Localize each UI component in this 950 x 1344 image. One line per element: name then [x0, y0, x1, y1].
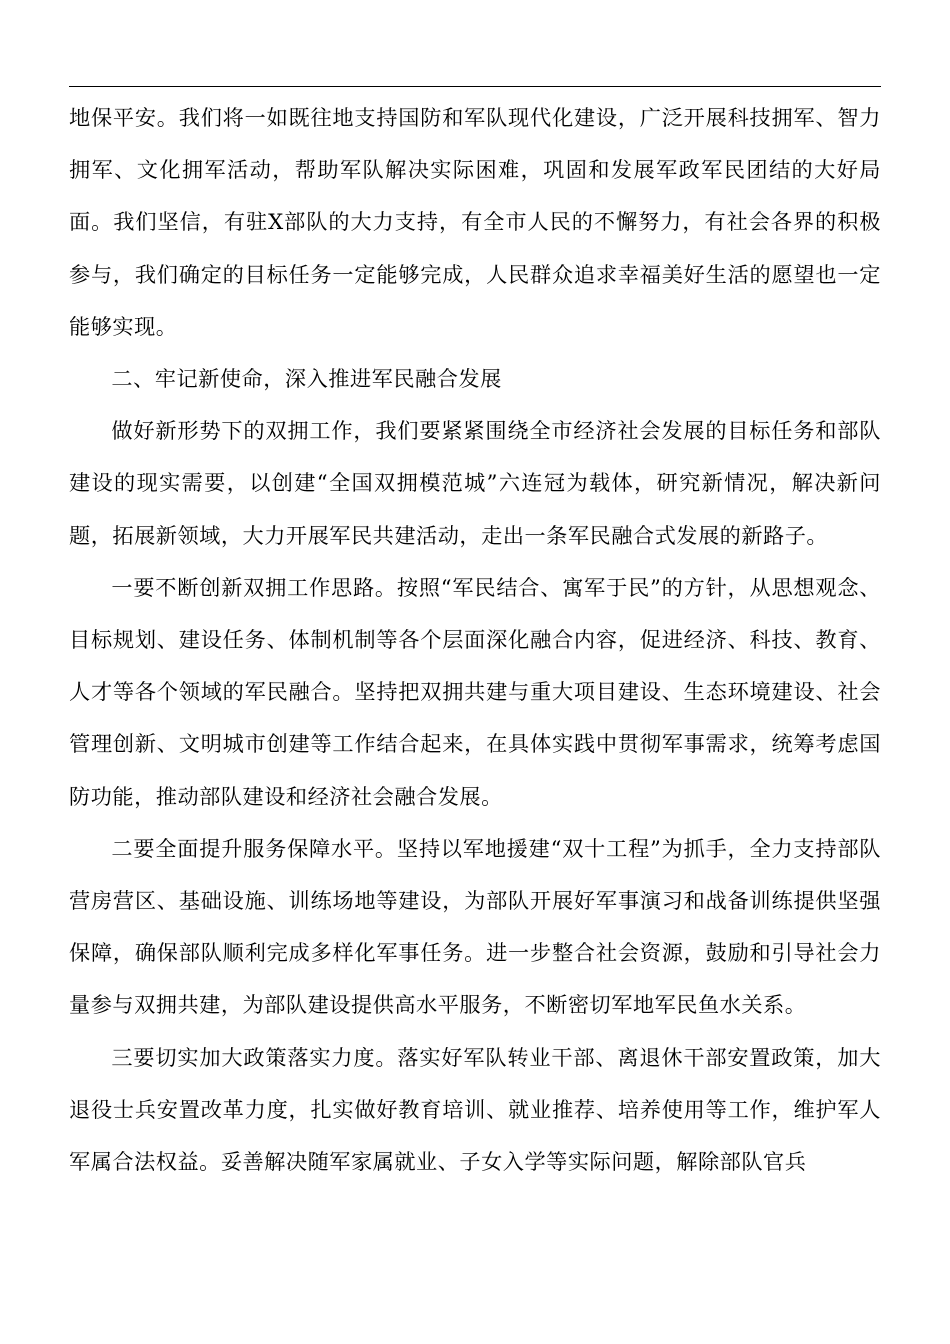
paragraph-point-one: 一要不断创新双拥工作思路。按照“军民结合、寓军于民”的方针，从思想观念、目标规划、建设任务、体制机制等各个层面深化融合内容，促进经济、科技、教育、人才等各个领域的军民融合。坚持把双拥共建与重大项目建设、生态环境建设、社会管理创新、文明城市创建等工作结合起来，在具体实践中贯彻军事需求，统筹考虑国防功能，推动部队建设和经济社会融合发展。 — [69, 574, 881, 809]
paragraph-intro: 做好新形势下的双拥工作，我们要紧紧围绕全市经济社会发展的目标任务和部队建设的现实需要，以创建“全国双拥模范城”六连冠为载体，研究新情况，解决新问题，拓展新领域，大力开展军民共建活动，走出一条军民融合式发展的新路子。 — [69, 418, 881, 548]
paragraph-continuation: 地保平安。我们将一如既往地支持国防和军队现代化建设，广泛开展科技拥军、智力拥军、文化拥军活动，帮助军队解决实际困难，巩固和发展军政军民团结的大好局面。我们坚信，有驻X部队的大力支持，有全市人民的不懈努力，有社会各界的积极参与，我们确定的目标任务一定能够完成，人民群众追求幸福美好生活的愿望也一定能够实现。 — [69, 105, 881, 339]
paragraph-point-two: 二要全面提升服务保障水平。坚持以军地援建“双十工程”为抓手，全力支持部队营房营区、基础设施、训练场地等建设，为部队开展好军事演习和战备训练提供坚强保障，确保部队顺利完成多样化军事任务。进一步整合社会资源，鼓励和引导社会力量参与双拥共建，为部队建设提供高水平服务，不断密切军地军民鱼水关系。 — [69, 835, 881, 1018]
document-body — [69, 92, 881, 1188]
header-rule — [69, 86, 881, 87]
section-heading: 二、牢记新使命，深入推进军民融合发展 — [111, 366, 502, 392]
paragraph-point-three: 三要切实加大政策落实力度。落实好军队转业干部、离退休干部安置政策，加大退役士兵安置改革力度，扎实做好教育培训、就业推荐、培养使用等工作，维护军人军属合法权益。妥善解决随军家属就业、子女入学等实际问题，解除部队官兵 — [69, 1044, 881, 1175]
